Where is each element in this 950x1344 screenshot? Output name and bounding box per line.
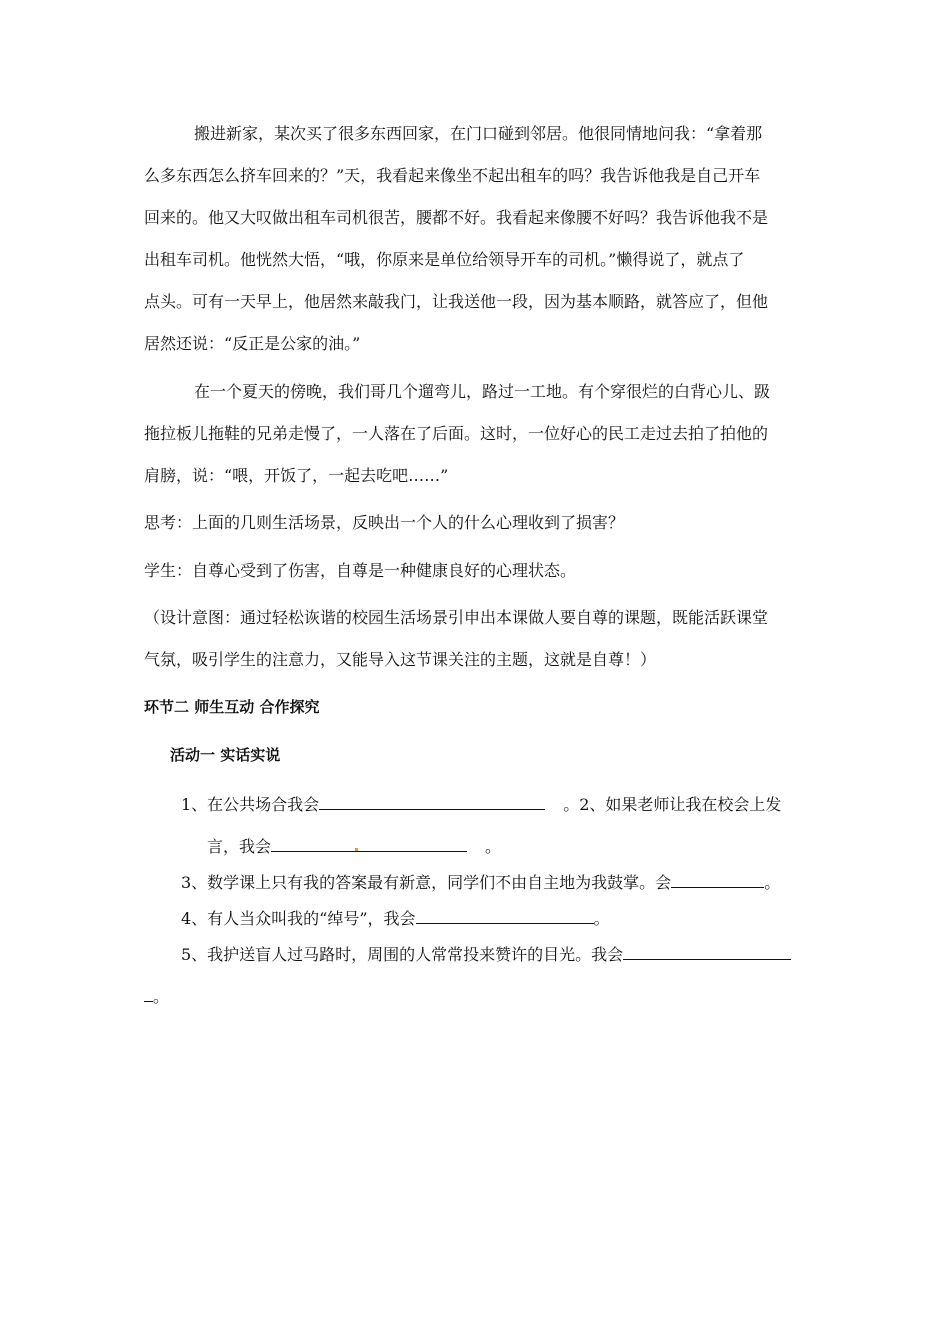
question-3-prefix: 3、数学课上只有我的答案最有新意，同学们不由自主地为我鼓掌。会 (181, 873, 672, 892)
think-question: 思考：上面的几则生活场景，反映出一个人的什么心理收到了损害？ (144, 513, 625, 532)
question-4-suffix: 。 (593, 909, 610, 928)
answer-blank-3[interactable] (671, 871, 764, 888)
paragraph2-line-2: 拖拉板儿拖鞋的兄弟走慢了，一人落在了后面。这时，一位好心的民工走过去拍了拍他的 (144, 424, 769, 443)
answer-blank-4[interactable] (416, 907, 594, 924)
paragraph1-line-3: 回来的。他又大叹做出租车司机很苦，腰都不好。我看起来像腰不好吗？我告诉他我不是 (144, 208, 769, 227)
paragraph1-line-1: 搬进新家，某次买了很多东西回家，在门口碰到邻居。他很同情地问我：“拿着那 (194, 124, 763, 143)
paragraph1-line-2: 么多东西怎么挤车回来的？”天，我看起来像坐不起出租车的吗？我告诉他我是自己开车 (144, 166, 761, 185)
paragraph2-line-1: 在一个夏天的傍晚，我们哥几个遛弯儿，路过一工地。有个穿很烂的白背心儿、趿 (194, 382, 771, 401)
paragraph1-line-5: 点头。可有一天早上，他居然来敲我门，让我送他一段，因为基本顺路，就答应了，但他 (144, 292, 769, 311)
question-4 (181, 907, 610, 929)
question-5 (181, 943, 791, 965)
highlight-mark (355, 848, 358, 851)
design-intent-line-2: 气氛，吸引学生的注意力，又能导入这节课关注的主题，这就是自尊！） (144, 650, 657, 669)
question-3 (181, 871, 780, 893)
section-title: 环节二 师生互动 合作探究 (144, 698, 320, 716)
activity-title: 活动一 实话实说 (170, 746, 281, 764)
paragraph1-line-6: 居然还说：“反正是公家的油。” (144, 334, 361, 353)
student-answer: 学生：自尊心受到了伤害，自尊是一种健康良好的心理状态。 (144, 561, 577, 580)
question-1 (181, 793, 781, 815)
paragraph1-line-4: 出租车司机。他恍然大悟，“哦，你原来是单位给领导开车的司机。”懒得说了，就点了 (144, 250, 745, 269)
question-3-suffix: 。 (764, 873, 781, 892)
question-1-suffix: 。2、如果老师让我在校会上发 (563, 795, 782, 814)
question-1-prefix: 1、在公共场合我会 (181, 795, 320, 814)
question-2-prefix: 言，我会 (207, 837, 272, 856)
question-2-suffix: 。 (485, 837, 502, 856)
question-5-continuation (144, 985, 169, 1007)
design-intent-line-1: （设计意图：通过轻松诙谐的校园生活场景引申出本课做人要自尊的课题，既能活跃课堂 (144, 608, 769, 627)
answer-blank-5[interactable] (623, 943, 791, 960)
answer-blank-5-end[interactable] (144, 985, 153, 1002)
question-5-prefix: 5、我护送盲人过马路时，周围的人常常投来赞许的目光。我会 (181, 945, 624, 964)
answer-blank-1[interactable] (319, 793, 545, 810)
answer-blank-2[interactable] (271, 835, 467, 852)
paragraph2-line-3: 肩膀，说：“喂，开饭了，一起去吃吧……” (144, 466, 449, 485)
question-5-end: 。 (153, 987, 170, 1006)
question-2 (207, 835, 501, 857)
question-4-prefix: 4、有人当众叫我的“绰号”，我会 (181, 909, 416, 928)
